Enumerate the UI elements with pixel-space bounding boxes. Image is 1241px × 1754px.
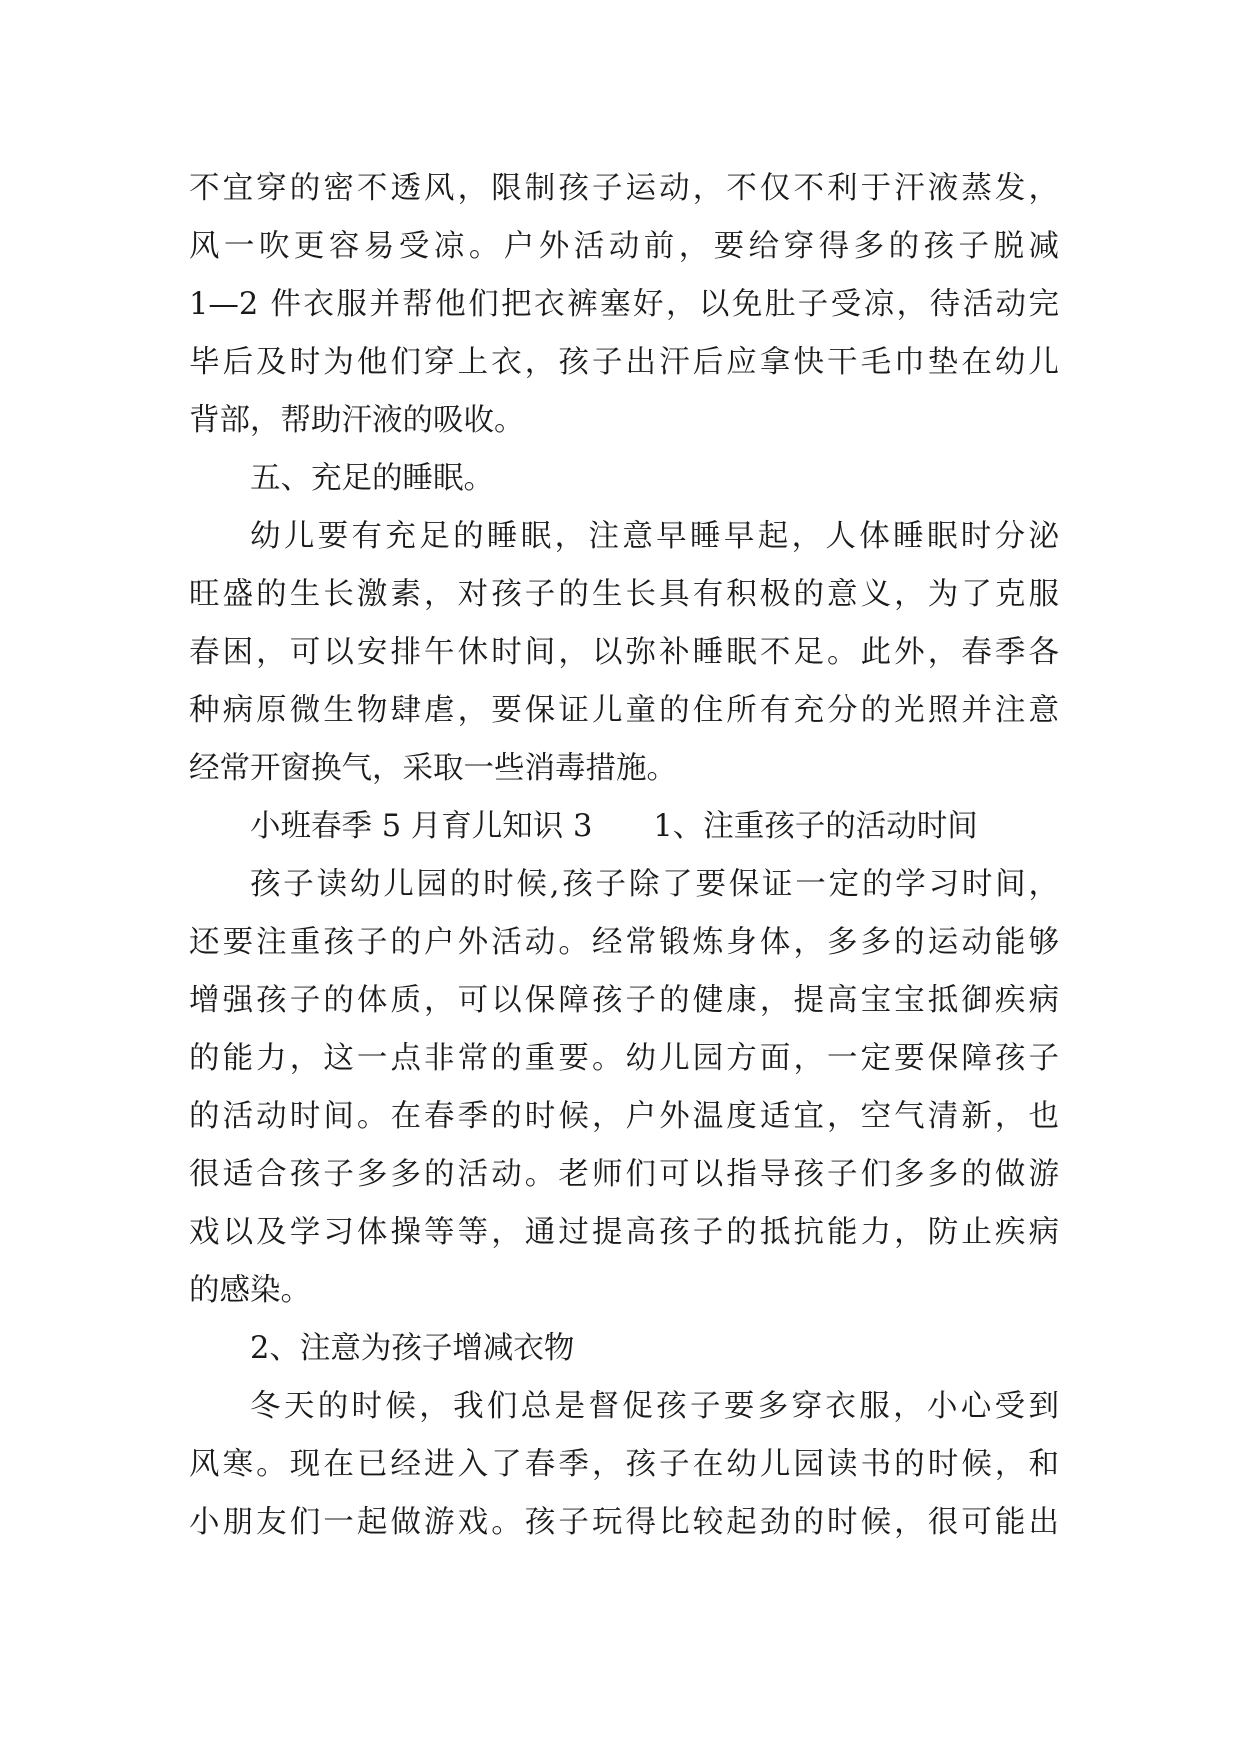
text-line: 的能力，这一点非常的重要。幼儿园方面，一定要保障孩子 bbox=[189, 1041, 1059, 1076]
text-line: 种病原微生物肆虐，要保证儿童的住所有充分的光照并注意 bbox=[189, 693, 1059, 728]
section-heading: 五、充足的睡眠。 bbox=[250, 461, 494, 496]
text-line: 很适合孩子多多的活动。老师们可以指导孩子们多多的做游 bbox=[189, 1157, 1059, 1192]
text-line: 还要注重孩子的户外活动。经常锻炼身体，多多的运动能够 bbox=[189, 925, 1059, 960]
text-line: 戏以及学习体操等等，通过提高孩子的抵抗能力，防止疾病 bbox=[189, 1215, 1059, 1250]
text-line: 旺盛的生长激素，对孩子的生长具有积极的意义，为了克服 bbox=[189, 577, 1059, 612]
text-line: 不宜穿的密不透风，限制孩子运动，不仅不利于汗液蒸发， bbox=[189, 171, 1059, 206]
text-line: 风一吹更容易受凉。户外活动前，要给穿得多的孩子脱减 bbox=[189, 229, 1059, 264]
section-heading: 小班春季 5 月育儿知识 3 1、注重孩子的活动时间 bbox=[250, 809, 978, 844]
text-line: 小朋友们一起做游戏。孩子玩得比较起劲的时候，很可能出 bbox=[189, 1505, 1059, 1540]
text-line: 经常开窗换气，采取一些消毒措施。 bbox=[189, 751, 677, 786]
text-line: 1—2 件衣服并帮他们把衣裤塞好，以免肚子受凉，待活动完 bbox=[189, 287, 1059, 322]
text-line: 的活动时间。在春季的时候，户外温度适宜，空气清新，也 bbox=[189, 1099, 1059, 1134]
text-line: 毕后及时为他们穿上衣，孩子出汗后应拿快干毛巾垫在幼儿 bbox=[189, 345, 1059, 380]
text-line: 春困，可以安排午休时间，以弥补睡眠不足。此外，春季各 bbox=[189, 635, 1059, 670]
text-line: 风寒。现在已经进入了春季，孩子在幼儿园读书的时候，和 bbox=[189, 1447, 1059, 1482]
text-line: 的感染。 bbox=[189, 1273, 311, 1308]
text-line: 增强孩子的体质，可以保障孩子的健康，提高宝宝抵御疾病 bbox=[189, 983, 1059, 1018]
body-text bbox=[189, 160, 1059, 1552]
text-line: 背部，帮助汗液的吸收。 bbox=[189, 403, 525, 438]
section-heading: 2、注意为孩子增减衣物 bbox=[250, 1331, 575, 1366]
text-line: 冬天的时候，我们总是督促孩子要多穿衣服，小心受到 bbox=[250, 1389, 1059, 1424]
text-line: 幼儿要有充足的睡眠，注意早睡早起，人体睡眠时分泌 bbox=[250, 519, 1059, 554]
text-line: 孩子读幼儿园的时候,孩子除了要保证一定的学习时间， bbox=[250, 867, 1059, 902]
